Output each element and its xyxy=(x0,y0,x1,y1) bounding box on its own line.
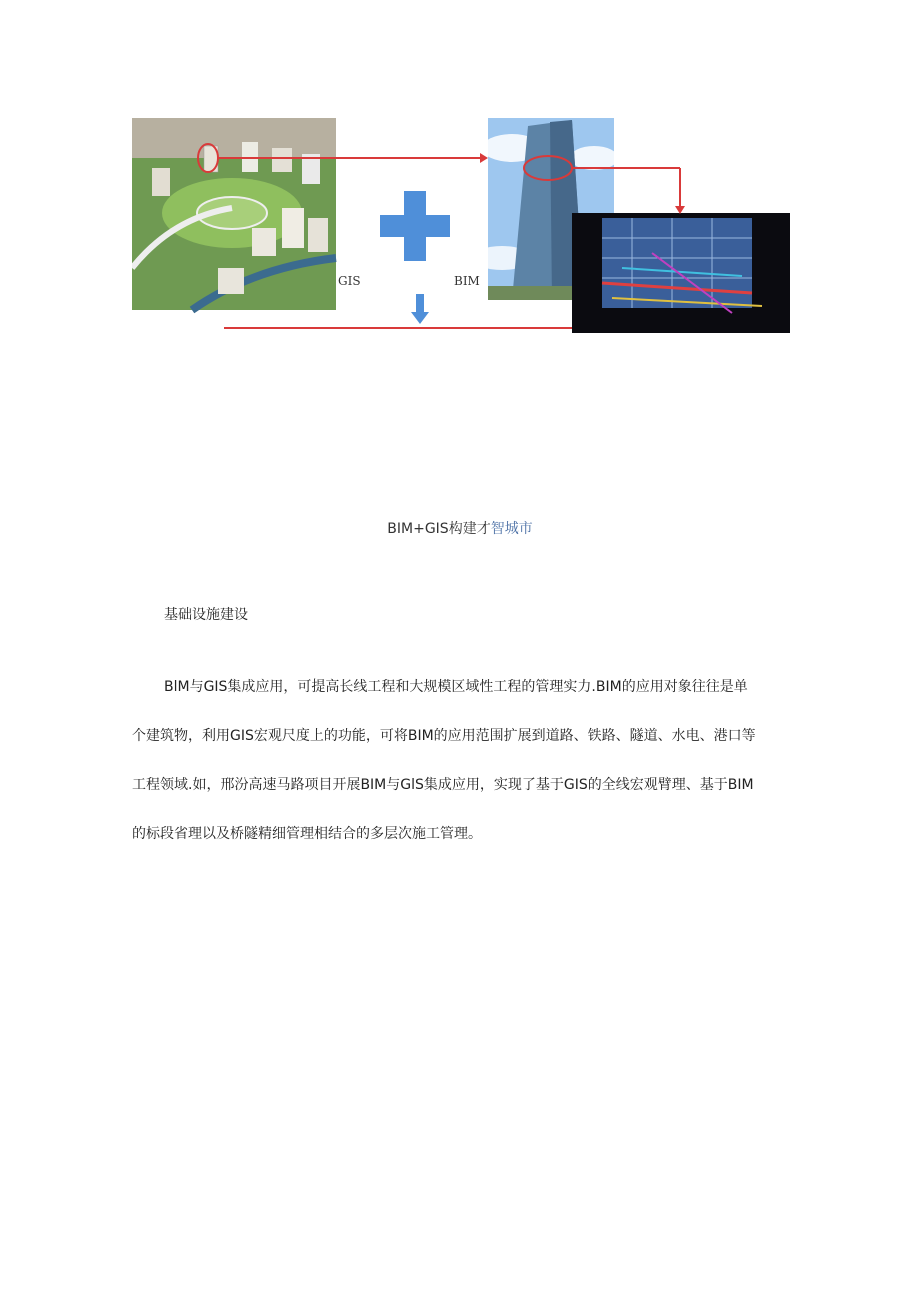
paragraph-line: BlM与GIS集成应用，可提高长线工程和大规模区域性工程的管理实力.BIM的应用对象往往是单 xyxy=(164,679,748,695)
caption-accent: 智城市 xyxy=(490,521,533,537)
section-heading: 基础设施建设 xyxy=(164,607,248,623)
caption-main: BIM+GIS构建才 xyxy=(387,521,491,537)
bim-label: BIM xyxy=(454,274,480,288)
plus-icon xyxy=(380,191,450,261)
arrow-head-down xyxy=(675,206,685,214)
bim-detail-image xyxy=(572,213,790,333)
paragraph-line: 的标段省理以及桥隧精细管理相结合的多层次施工管理。 xyxy=(132,826,482,842)
figure-caption xyxy=(0,518,920,538)
paragraph-line: 个建筑物，利用GIS宏观尺度上的功能，可将BIM的应用范围扩展到道路、铁路、隧道、水电、港口等 xyxy=(132,728,756,744)
figure-illustration xyxy=(132,118,792,334)
bim-gis-figure xyxy=(132,118,792,334)
gis-city-image xyxy=(132,118,336,310)
blue-down-arrow-icon xyxy=(411,294,429,324)
gis-label: GIS xyxy=(338,274,361,288)
paragraph-line: 工程领域.如，邢汾高速马路项目开展BIM与GlS集成应用，实现了基于GIS的全线宏观臂理、基于BIM xyxy=(132,777,754,793)
